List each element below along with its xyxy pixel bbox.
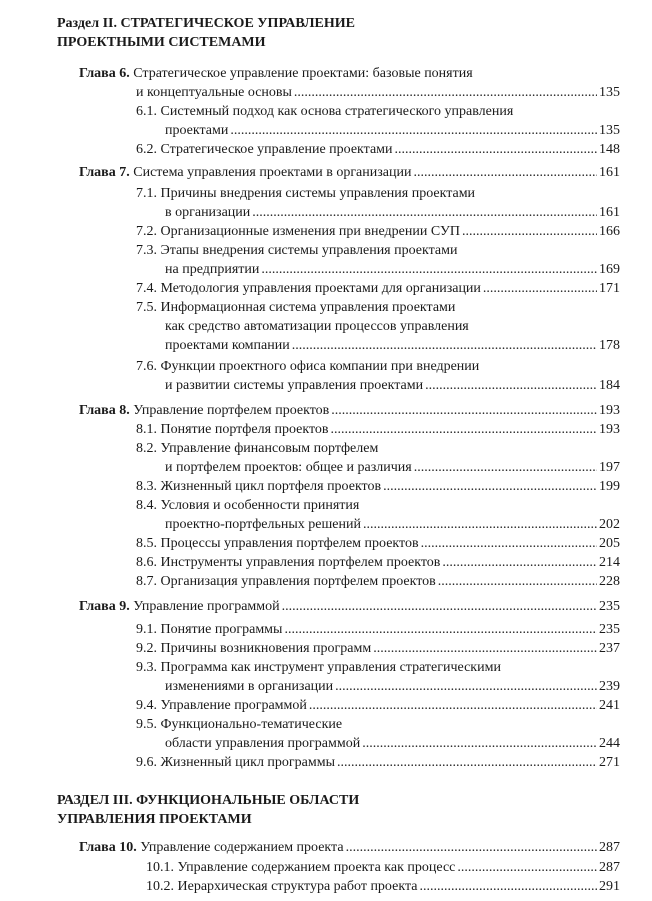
dot-leader <box>331 420 597 439</box>
page-number: 184 <box>599 378 620 393</box>
page-number: 241 <box>599 698 620 713</box>
section-number: 10.2. <box>146 879 174 894</box>
dot-leader <box>414 458 597 477</box>
dot-leader <box>335 677 597 696</box>
section-title-cont: и портфелем проектов: общее и различия <box>165 460 412 475</box>
section-number: 9.2. <box>136 641 157 656</box>
dot-leader <box>261 260 597 279</box>
page-number: 135 <box>599 123 620 138</box>
section-title: Функционально-тематические <box>160 717 343 732</box>
page-number: 202 <box>599 517 620 532</box>
page-number: 239 <box>599 679 620 694</box>
section-title-cont: и развитии системы управления проектами <box>165 378 424 393</box>
section-title: Жизненный цикл портфеля проектов <box>160 479 382 494</box>
section-title: Управление содержанием проекта как процесс <box>177 860 456 875</box>
section-title-line1: РАЗДЕЛ III. ФУНКЦИОНАЛЬНЫЕ ОБЛАСТИ <box>57 793 360 808</box>
page-number: 171 <box>599 281 620 296</box>
section-number: 8.3. <box>136 479 157 494</box>
section-title: Жизненный цикл программы <box>160 755 336 770</box>
section-number: 8.1. <box>136 422 157 437</box>
dot-leader <box>337 753 597 772</box>
dot-leader <box>457 858 597 877</box>
page-number: 161 <box>599 205 620 220</box>
section-title: Этапы внедрения системы управления проектами <box>160 243 458 258</box>
chapter-title: Управление портфелем проектов <box>133 403 330 418</box>
dot-leader <box>292 336 597 355</box>
chapter-title: Стратегическое управление проектами: базовые понятия <box>133 66 473 81</box>
section-number: 6.1. <box>136 104 157 119</box>
page-number: 193 <box>599 422 620 437</box>
page-number: 291 <box>599 879 620 894</box>
chapter-label: Глава 9. <box>79 599 130 614</box>
dot-leader <box>395 140 597 159</box>
section-number: 7.2. <box>136 224 157 239</box>
section-title: Стратегическое управление проектами <box>160 142 393 157</box>
page-number: 161 <box>599 165 620 180</box>
section-number: 7.3. <box>136 243 157 258</box>
section-title: Процессы управления портфелем проектов <box>160 536 419 551</box>
chapter-label: Глава 10. <box>79 840 137 855</box>
section-title: Управление программой <box>160 698 307 713</box>
section-number: 7.5. <box>136 300 157 315</box>
section-title-cont: проектами <box>165 123 229 138</box>
section-title-cont: проектно-портфельных решений <box>165 517 361 532</box>
section-number: 7.1. <box>136 186 157 201</box>
dot-leader <box>419 877 597 896</box>
page-number: 193 <box>599 403 620 418</box>
dot-leader <box>252 203 597 222</box>
section-number: 10.1. <box>146 860 174 875</box>
dot-leader <box>282 597 597 616</box>
dot-leader <box>442 553 597 572</box>
section-title: Инструменты управления портфелем проектов <box>160 555 441 570</box>
section-title-cont: на предприятии <box>165 262 260 277</box>
chapter-title: Управление программой <box>133 599 280 614</box>
section-title: Системный подход как основа стратегического управления <box>160 104 514 119</box>
section-title: Причины внедрения системы управления проектами <box>160 186 476 201</box>
dot-leader <box>294 83 597 102</box>
dot-leader <box>483 279 597 298</box>
page-number: 214 <box>599 555 620 570</box>
section-title-line1: Раздел II. СТРАТЕГИЧЕСКОЕ УПРАВЛЕНИЕ <box>57 16 356 31</box>
section-number: 8.2. <box>136 441 157 456</box>
page-number: 199 <box>599 479 620 494</box>
dot-leader <box>462 222 597 241</box>
section-number: 7.4. <box>136 281 157 296</box>
dot-leader <box>363 515 597 534</box>
section-heading <box>57 14 355 52</box>
page-number: 287 <box>599 860 620 875</box>
section-number: 8.5. <box>136 536 157 551</box>
section-title: Понятие портфеля проектов <box>160 422 329 437</box>
chapter-label: Глава 6. <box>79 66 130 81</box>
chapter-label: Глава 8. <box>79 403 130 418</box>
section-number: 9.5. <box>136 717 157 732</box>
chapter-title-cont: и концептуальные основы <box>136 85 292 100</box>
dot-leader <box>373 639 597 658</box>
section-number: 8.4. <box>136 498 157 513</box>
section-title: Организация управления портфелем проектов <box>160 574 436 589</box>
section-title: Иерархическая структура работ проекта <box>177 879 418 894</box>
section-title-line2: УПРАВЛЕНИЯ ПРОЕКТАМИ <box>57 812 252 827</box>
section-title-cont: как средство автоматизации процессов управления <box>165 319 469 334</box>
section-heading <box>57 791 359 829</box>
section-title-cont: изменениями в организации <box>165 679 334 694</box>
section-number: 8.6. <box>136 555 157 570</box>
page-number: 135 <box>599 85 620 100</box>
page-number: 178 <box>599 338 620 353</box>
page-number: 237 <box>599 641 620 656</box>
page-number: 228 <box>599 574 620 589</box>
section-title: Управление финансовым портфелем <box>160 441 379 456</box>
dot-leader <box>362 734 597 753</box>
dot-leader <box>331 401 597 420</box>
section-number: 9.3. <box>136 660 157 675</box>
section-title: Понятие программы <box>160 622 283 637</box>
dot-leader <box>413 163 597 182</box>
dot-leader <box>383 477 597 496</box>
dot-leader <box>346 838 597 857</box>
section-number: 7.6. <box>136 359 157 374</box>
section-title-cont: в организации <box>165 205 251 220</box>
section-title: Организационные изменения при внедрении СУП <box>160 224 461 239</box>
section-number: 6.2. <box>136 142 157 157</box>
chapter-title: Управление содержанием проекта <box>140 840 344 855</box>
page-number: 148 <box>599 142 620 157</box>
page-number: 169 <box>599 262 620 277</box>
chapter-title: Система управления проектами в организации <box>133 165 412 180</box>
section-title-cont: проектами компании <box>165 338 290 353</box>
page-number: 235 <box>599 599 620 614</box>
chapter-label: Глава 7. <box>79 165 130 180</box>
section-number: 9.4. <box>136 698 157 713</box>
section-number: 9.6. <box>136 755 157 770</box>
dot-leader <box>438 572 597 591</box>
section-title-cont: области управления программой <box>165 736 361 751</box>
page-number: 205 <box>599 536 620 551</box>
dot-leader <box>230 121 597 140</box>
section-number: 8.7. <box>136 574 157 589</box>
section-title: Причины возникновения программ <box>160 641 372 656</box>
page-number: 244 <box>599 736 620 751</box>
dot-leader <box>421 534 597 553</box>
page-number: 197 <box>599 460 620 475</box>
section-title-line2: ПРОЕКТНЫМИ СИСТЕМАМИ <box>57 35 266 50</box>
dot-leader <box>425 376 597 395</box>
dot-leader <box>284 620 597 639</box>
section-title: Методология управления проектами для организации <box>160 281 481 296</box>
section-title: Информационная система управления проектами <box>160 300 456 315</box>
section-title: Условия и особенности принятия <box>160 498 360 513</box>
page-number: 271 <box>599 755 620 770</box>
section-title: Функции проектного офиса компании при внедрении <box>160 359 480 374</box>
section-title: Программа как инструмент управления стратегическими <box>160 660 501 675</box>
dot-leader <box>309 696 597 715</box>
page-number: 166 <box>599 224 620 239</box>
page-number: 235 <box>599 622 620 637</box>
section-number: 9.1. <box>136 622 157 637</box>
page-number: 287 <box>599 840 620 855</box>
